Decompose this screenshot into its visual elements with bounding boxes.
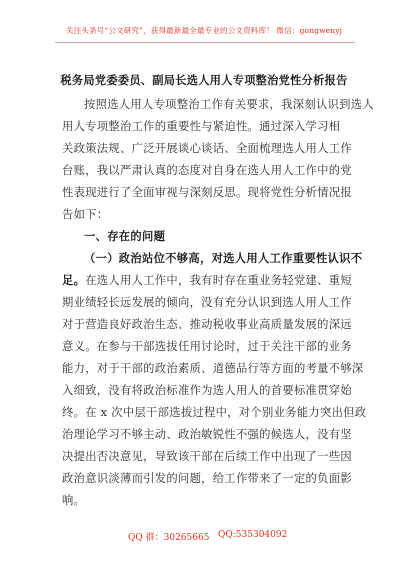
document-title: 税务局党委委员、副局长选人用人专项整治党性分析报告 — [60, 73, 348, 87]
body-line-9: 政治意识淡薄而引发的问题，给工作带来了一定的负面影 — [62, 472, 352, 485]
intro-line-5: 性表现进行了全面审视与深刻反思。现将党性分析情况报 — [62, 186, 352, 199]
intro-line-1: 按照选人用人专项整治工作有关要求，我深刻认识到选人 — [84, 98, 374, 111]
subheading-end: 足。 — [62, 273, 86, 287]
header-divider — [55, 42, 355, 43]
body-line-7: 治理论学习不够主动、政治敏锐性不强的候选人，没有坚 — [62, 428, 352, 441]
body-line-2: 对于营造良好政治生态、推动税收事业高质量发展的深远 — [62, 318, 352, 331]
footer-qq: QQ:535304092 — [218, 530, 288, 540]
body-line-8: 决提出否决意见，导致该干部在后续工作中出现了一些因 — [62, 450, 352, 463]
body-line-4: 能力，对于干部的政治素质、道德品行等方面的考量不够深 — [62, 362, 364, 375]
footer-qq-group: QQ 群：30265665 — [128, 533, 210, 543]
body-line-5: 入细致，没有将政治标准作为选人用人的首要标准贯穿始 — [62, 384, 352, 397]
intro-line-2: 用人专项整治工作的重要性与紧迫性。通过深入学习相 — [62, 120, 341, 133]
body-line-3: 意义。在参与干部选拔任用讨论时，过于关注干部的业务 — [62, 340, 352, 353]
subheading-continuation-line — [62, 272, 352, 288]
body-line-1: 期业绩轻长远发展的倾向，没有充分认识到选人用人工作 — [62, 296, 352, 309]
footer — [0, 530, 408, 544]
intro-line-4: 台账，我以严肃认真的态度对自身在选人用人工作中的党 — [62, 164, 352, 177]
body-line-6: 终。在 x 次中层干部选拔过程中，对个别业务能力突出但政 — [62, 406, 367, 419]
body-line-start: 在选人用人工作中，我有时存在重业务轻党建、重短 — [85, 274, 352, 287]
intro-line-3: 关政策法规、广泛开展谈心谈话、全面梳理选人用人工作 — [62, 142, 352, 155]
intro-line-6: 告如下： — [62, 208, 109, 221]
section-heading: 一、存在的问题 — [84, 229, 166, 243]
header-banner: 关注头条号“公文研究”，获得最新最全最专业的公文资料库！ 微信：gongwenyj — [65, 26, 343, 35]
body-line-10: 响。 — [62, 494, 86, 507]
subheading: （一）政治站位不够高，对选人用人工作重要性认识不 — [84, 251, 363, 265]
